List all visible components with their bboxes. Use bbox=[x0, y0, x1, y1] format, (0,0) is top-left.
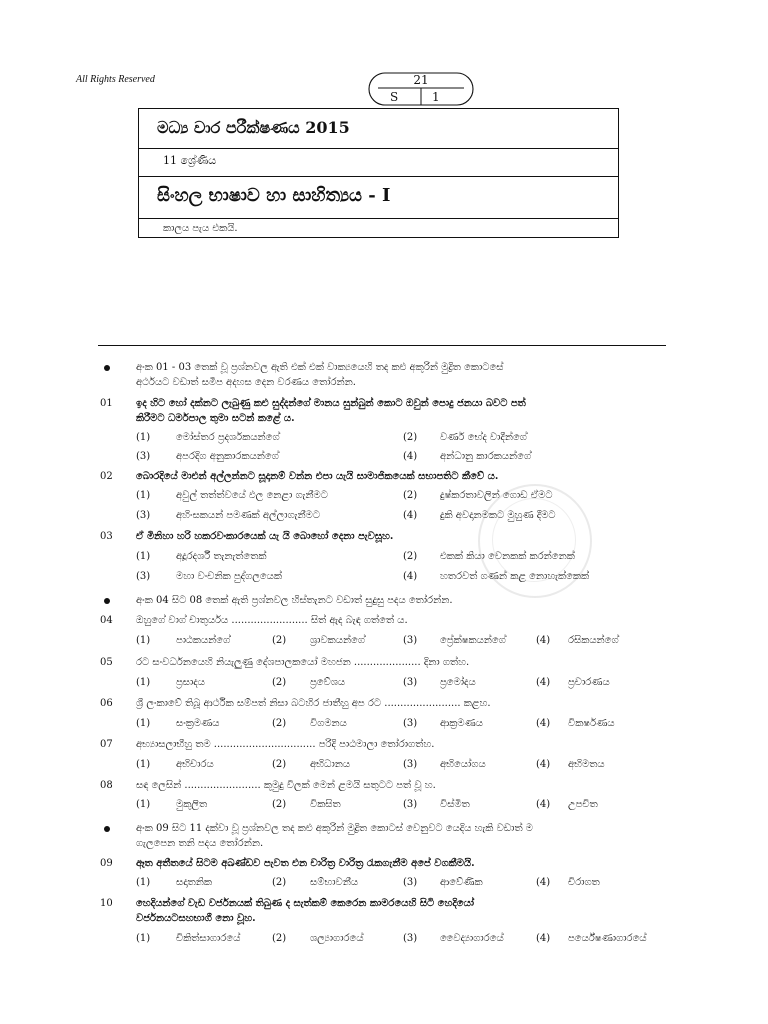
subject-title: සිංහල භාෂාව හා සාහිත්‍යය - I bbox=[157, 185, 391, 206]
option-label: (1) bbox=[136, 759, 151, 770]
bullet-icon bbox=[104, 365, 110, 371]
option-label: (2) bbox=[272, 677, 287, 688]
question-text: හෙදියන්ගේ වැඩ වර්ජනයක් තිබුණ ද සැත්කම් කෙරෙන කාමරයෙහි සිටි හෙදියෝ bbox=[136, 898, 475, 909]
option-label: (3) bbox=[403, 759, 418, 770]
option-text[interactable]: ප්‍රවේශය bbox=[310, 677, 346, 688]
option-text[interactable]: අභිධානය bbox=[310, 759, 351, 770]
question-number: 05 bbox=[100, 657, 113, 668]
question-text: ඒ මිනිහා හරි හකරවංකාරයෙක් යැ යි බොහෝ දෙනා පැවසූහ. bbox=[136, 531, 394, 542]
question-text: ඔහුගේ වාග් චාතුර්යය ........................ සිත් ඇද බැඳ ගත්තේ ය. bbox=[136, 615, 408, 626]
option-text[interactable]: රසිකයන්ගේ bbox=[568, 635, 619, 646]
option-text[interactable]: සම්භාවනීය bbox=[310, 877, 359, 888]
option-text[interactable]: උපචිත bbox=[568, 799, 598, 810]
option-text[interactable]: සංක්‍රමණය bbox=[176, 718, 220, 729]
question-number: 04 bbox=[100, 615, 113, 626]
option-label: (1) bbox=[136, 877, 151, 888]
option-text[interactable]: මෝස්තර ප්‍රදර්ශකයන්ගේ bbox=[176, 432, 280, 443]
option-text[interactable]: අභියෝගය bbox=[440, 759, 486, 770]
option-label: (3) bbox=[403, 877, 418, 888]
option-text[interactable]: දුකි අවදානමකට මුහුණ දීමට bbox=[440, 510, 556, 521]
option-text[interactable]: චිකිත්සාගාරයේ bbox=[176, 933, 241, 944]
option-text[interactable]: සදාතනික bbox=[176, 877, 212, 888]
instruction-1-line-2: අර්ථයට වඩාත් සමීප අදහස දෙන වරණය තෝරන්න. bbox=[136, 377, 356, 388]
option-text[interactable]: ප්‍රේක්ෂකයන්ගේ bbox=[440, 635, 506, 646]
option-text[interactable]: දුෂ්කරතාවලින් ගොඩ ඒමට bbox=[440, 490, 553, 501]
option-label: (4) bbox=[536, 718, 551, 729]
bullet-icon bbox=[104, 598, 110, 604]
option-label: (2) bbox=[403, 490, 418, 501]
option-text[interactable]: ශල්‍යාගාරයේ bbox=[310, 933, 364, 944]
option-label: (3) bbox=[136, 451, 151, 462]
option-text[interactable]: ප්‍රසාදය bbox=[176, 677, 205, 688]
option-label: (2) bbox=[272, 635, 287, 646]
option-text[interactable]: අන්ධානු කාරකයන්ගේ bbox=[440, 451, 532, 462]
option-label: (1) bbox=[136, 551, 151, 562]
question-text: බොරදියේ මාළුන් අල්ලන්නට සූදානම් වන්න එපා යැයි සාමාජිකයෙක් සභාපතිට කීවේ ය. bbox=[136, 471, 499, 482]
option-label: (2) bbox=[272, 933, 287, 944]
option-text[interactable]: අපරදිග අනුකාරකයන්ගේ bbox=[176, 451, 279, 462]
option-text[interactable]: මහා වංචනික පුද්ගලයෙක් bbox=[176, 571, 282, 582]
duration-label: කාලය පැය එකයි. bbox=[163, 223, 238, 234]
option-label: (4) bbox=[536, 799, 551, 810]
paper-code-number: 21 bbox=[413, 73, 429, 87]
paper-code-stream: S bbox=[390, 90, 399, 104]
option-label: (2) bbox=[272, 799, 287, 810]
option-label: (1) bbox=[136, 490, 151, 501]
question-number: 10 bbox=[100, 898, 113, 909]
option-text[interactable]: අභිමතය bbox=[568, 759, 605, 770]
option-label: (4) bbox=[536, 635, 551, 646]
option-label: (4) bbox=[403, 451, 418, 462]
question-text: ඈත අතීතයේ සිටම අඛණ්ඩව පැවත එන චාරිත්‍ර වාරිත්‍ර රැකගැනීම අපේ වගකීමයි. bbox=[136, 858, 475, 869]
question-number: 09 bbox=[100, 858, 113, 869]
option-text[interactable]: ආවේණික bbox=[440, 877, 483, 888]
option-label: (4) bbox=[536, 877, 551, 888]
paper-code-badge bbox=[368, 72, 474, 106]
question-number: 06 bbox=[100, 698, 113, 709]
option-text[interactable]: අදූරදර්ශී තැනැත්තෙක් bbox=[176, 551, 267, 562]
question-text: ඉද හිට හෝ දක්නට ලැබුණු කළු සුද්දන්ගේ මානය සුන්බුන් කොට ඔවුන් පොදු ජනයා බවට පත් bbox=[136, 398, 526, 409]
option-text[interactable]: වෛද්‍යාගාරයේ bbox=[440, 933, 504, 944]
option-label: (3) bbox=[403, 933, 418, 944]
option-label: (4) bbox=[403, 510, 418, 521]
option-label: (1) bbox=[136, 799, 151, 810]
option-text[interactable]: චිරාගත bbox=[568, 877, 600, 888]
option-text[interactable]: ආක්‍රමණය bbox=[440, 718, 483, 729]
exam-header-box bbox=[138, 108, 619, 238]
paper-code-part: 1 bbox=[432, 90, 440, 104]
option-label: (3) bbox=[403, 799, 418, 810]
option-label: (3) bbox=[403, 677, 418, 688]
option-text[interactable]: අවුල් තත්ත්වයේ ඵල නෙළා ගැනීමට bbox=[176, 490, 328, 501]
option-label: (2) bbox=[272, 877, 287, 888]
option-label: (2) bbox=[403, 432, 418, 443]
option-text[interactable]: වර්ණ භේද වාදීන්ගේ bbox=[440, 432, 527, 443]
option-label: (4) bbox=[536, 933, 551, 944]
instruction-3-line-1: අංක 09 සිට 11 දක්වා වූ ප්‍රශ්නවල තද කළු අකුරින් මුද්‍රිත කොටස් වෙනුවට යෙදිය හැකි වඩාත් ම bbox=[136, 823, 533, 834]
question-text: කිරීමට ධර්මපාල තුමා සටන් කළේ ය. bbox=[136, 413, 295, 424]
option-text[interactable]: එකක් කියා වෙනකක් කරන්නෙක් bbox=[440, 551, 575, 562]
option-label: (1) bbox=[136, 677, 151, 688]
question-number: 03 bbox=[100, 531, 113, 542]
option-label: (4) bbox=[536, 759, 551, 770]
question-number: 08 bbox=[100, 780, 113, 791]
option-label: (1) bbox=[136, 635, 151, 646]
bullet-icon bbox=[104, 826, 110, 832]
option-label: (3) bbox=[136, 510, 151, 521]
instruction-3-line-2: ගැලපෙන තනි පදය තෝරන්න. bbox=[136, 838, 264, 849]
question-text: වර්ජනයටසහභාගී නො වූහ. bbox=[136, 913, 256, 924]
option-text[interactable]: හතරවත් ගණන් කළ නොහැක්කෙක් bbox=[440, 571, 590, 582]
option-label: (3) bbox=[136, 571, 151, 582]
option-text[interactable]: ප්‍රමෝදය bbox=[440, 677, 476, 688]
option-label: (4) bbox=[403, 571, 418, 582]
option-label: (2) bbox=[403, 551, 418, 562]
option-label: (3) bbox=[403, 635, 418, 646]
option-label: (3) bbox=[403, 718, 418, 729]
option-text[interactable]: විස්මිත bbox=[440, 799, 470, 810]
grade-label: 11 ශ්‍රේණිය bbox=[163, 154, 217, 167]
option-text[interactable]: පාඨකයන්ගේ bbox=[176, 635, 231, 646]
option-text[interactable]: අහිංසකයන් පමණක් අල්ලාගැනීමට bbox=[176, 510, 321, 521]
option-text[interactable]: පර්යේෂණාගාරයේ bbox=[568, 933, 647, 944]
question-text: රට සංවර්ධනයෙහි නියැලුණු දේශපාලකයෝ මහජන ..................... දිනා ගත්හ. bbox=[136, 657, 470, 668]
section-divider bbox=[98, 345, 666, 346]
question-text: අභ්‍යාසලාභීහු තම ................................ පරිදි පාඨමාලා තෝරාගත්හ. bbox=[136, 739, 435, 750]
option-label: (1) bbox=[136, 432, 151, 443]
option-label: (1) bbox=[136, 933, 151, 944]
option-label: (4) bbox=[536, 677, 551, 688]
instruction-1-line-1: අංක 01 - 03 තෙක් වූ ප්‍රශ්නවල ඇති එක් එක් වාක්‍යයෙහි තද කළු අකුරින් මුද්‍රිත කොටසේ bbox=[136, 362, 504, 373]
question-number: 02 bbox=[100, 471, 113, 482]
question-number: 01 bbox=[100, 398, 113, 409]
option-label: (1) bbox=[136, 718, 151, 729]
option-text[interactable]: විකසිත bbox=[310, 799, 341, 810]
option-label: (2) bbox=[272, 718, 287, 729]
option-text[interactable]: ශ්‍රාවකයන්ගේ bbox=[310, 635, 366, 646]
option-label: (2) bbox=[272, 759, 287, 770]
option-text[interactable]: මුකුලිත bbox=[176, 799, 208, 810]
option-text[interactable]: අභිචාරය bbox=[176, 759, 214, 770]
question-number: 07 bbox=[100, 739, 113, 750]
option-text[interactable]: විගමනය bbox=[310, 718, 347, 729]
option-text[interactable]: ප්‍රචාරණය bbox=[568, 677, 610, 688]
exam-title: මධ්‍ය වාර පරීක්ෂණය 2015 bbox=[157, 118, 350, 137]
question-text: ශ්‍රී ලංකාවේ තිබූ ආර්ථික සම්පත් නිසා බටහිර ජාතීහු අප රට ........................ කළහ. bbox=[136, 698, 491, 709]
rights-notice: All Rights Reserved bbox=[76, 74, 155, 85]
option-text[interactable]: විකර්ෂණය bbox=[568, 718, 615, 729]
instruction-2-line-1: අංක 04 සිට 08 තෙක් ඇති ප්‍රශ්නවල හිස්තැනට වඩාත් සුදුසු පදය තෝරන්න. bbox=[136, 595, 453, 606]
question-text: සඳ ලෙසින් ........................ කුමුදු විලක් මෙන් ළමයි සතුටට පත් වූ හ. bbox=[136, 780, 436, 791]
